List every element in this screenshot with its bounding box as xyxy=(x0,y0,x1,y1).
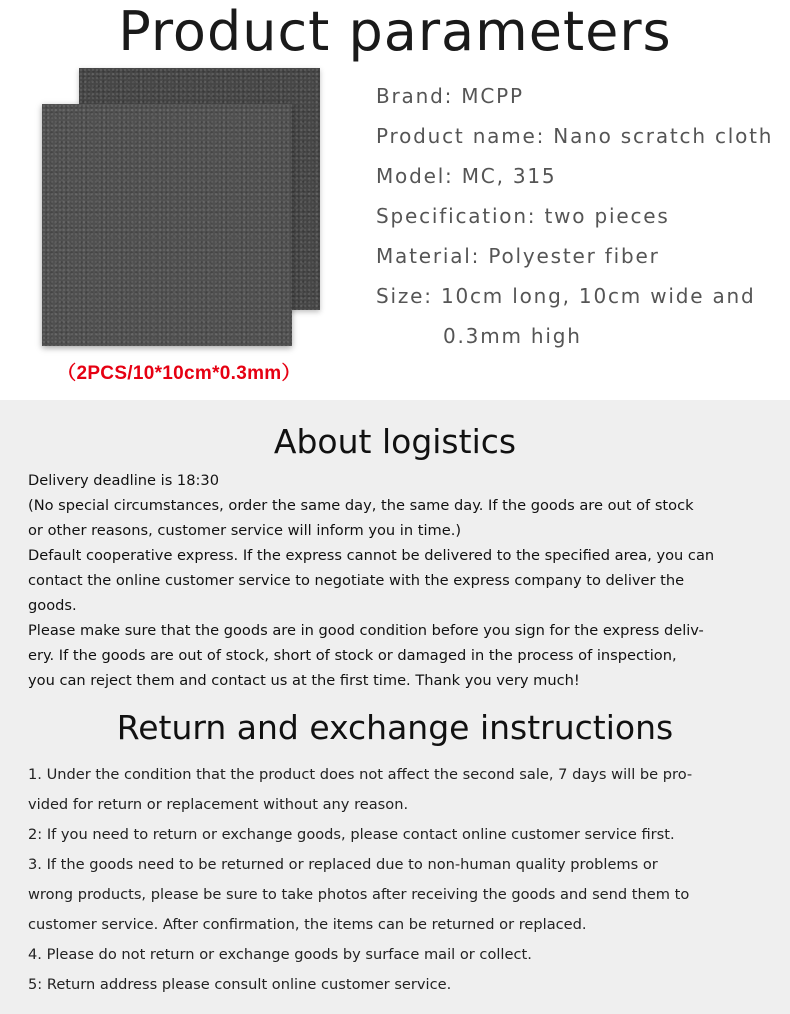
logistics-line: or other reasons, customer service will inform you in time.) xyxy=(28,522,462,539)
product-parameters-section xyxy=(0,0,790,400)
returns-line: 4. Please do not return or exchange goods by surface mail or collect. xyxy=(28,946,532,963)
cloth-front-image xyxy=(42,104,292,346)
spec-product-name: Product name: Nano scratch cloth xyxy=(376,124,774,148)
spec-brand: Brand: MCPP xyxy=(376,84,524,108)
logistics-line: contact the online customer service to negotiate with the express company to deliver the xyxy=(28,572,685,589)
returns-line: 2: If you need to return or exchange goods, please contact online customer service first. xyxy=(28,826,675,843)
spec-material: Material: Polyester fiber xyxy=(376,244,660,268)
logistics-line: ery. If the goods are out of stock, short of stock or damaged in the process of inspection, xyxy=(28,647,677,664)
spec-model: Model: MC, 315 xyxy=(376,164,557,188)
logistics-line: goods. xyxy=(28,597,77,614)
image-caption: （2PCS/10*10cm*0.3mm） xyxy=(57,363,301,384)
returns-line: 3. If the goods need to be returned or replaced due to non-human quality problems or xyxy=(28,856,658,873)
logistics-text xyxy=(28,468,768,693)
returns-line: vided for return or replacement without any reason. xyxy=(28,796,409,813)
logistics-line: (No special circumstances, order the same day, the same day. If the goods are out of stock xyxy=(28,497,694,514)
spec-size-continued: 0.3mm high xyxy=(443,324,582,348)
returns-text xyxy=(28,760,768,1000)
spec-size: Size: 10cm long, 10cm wide and xyxy=(376,284,756,308)
logistics-line: Default cooperative express. If the express cannot be delivered to the specified area, you can xyxy=(28,547,715,564)
spec-specification: Specification: two pieces xyxy=(376,204,670,228)
returns-line: customer service. After confirmation, the items can be returned or replaced. xyxy=(28,916,587,933)
returns-line: wrong products, please be sure to take photos after receiving the goods and send them to xyxy=(28,886,690,903)
returns-line: 5: Return address please consult online customer service. xyxy=(28,976,452,993)
returns-line: 1. Under the condition that the product does not affect the second sale, 7 days will be pro- xyxy=(28,766,693,783)
page-title: Product parameters xyxy=(118,0,672,63)
returns-heading: Return and exchange instructions xyxy=(116,708,674,747)
spec-list xyxy=(376,76,786,356)
logistics-heading: About logistics xyxy=(273,422,517,461)
logistics-line: you can reject them and contact us at the first time. Thank you very much! xyxy=(28,672,580,689)
logistics-line: Please make sure that the goods are in good condition before you sign for the express deliv- xyxy=(28,622,704,639)
logistics-line: Delivery deadline is 18:30 xyxy=(28,472,219,489)
